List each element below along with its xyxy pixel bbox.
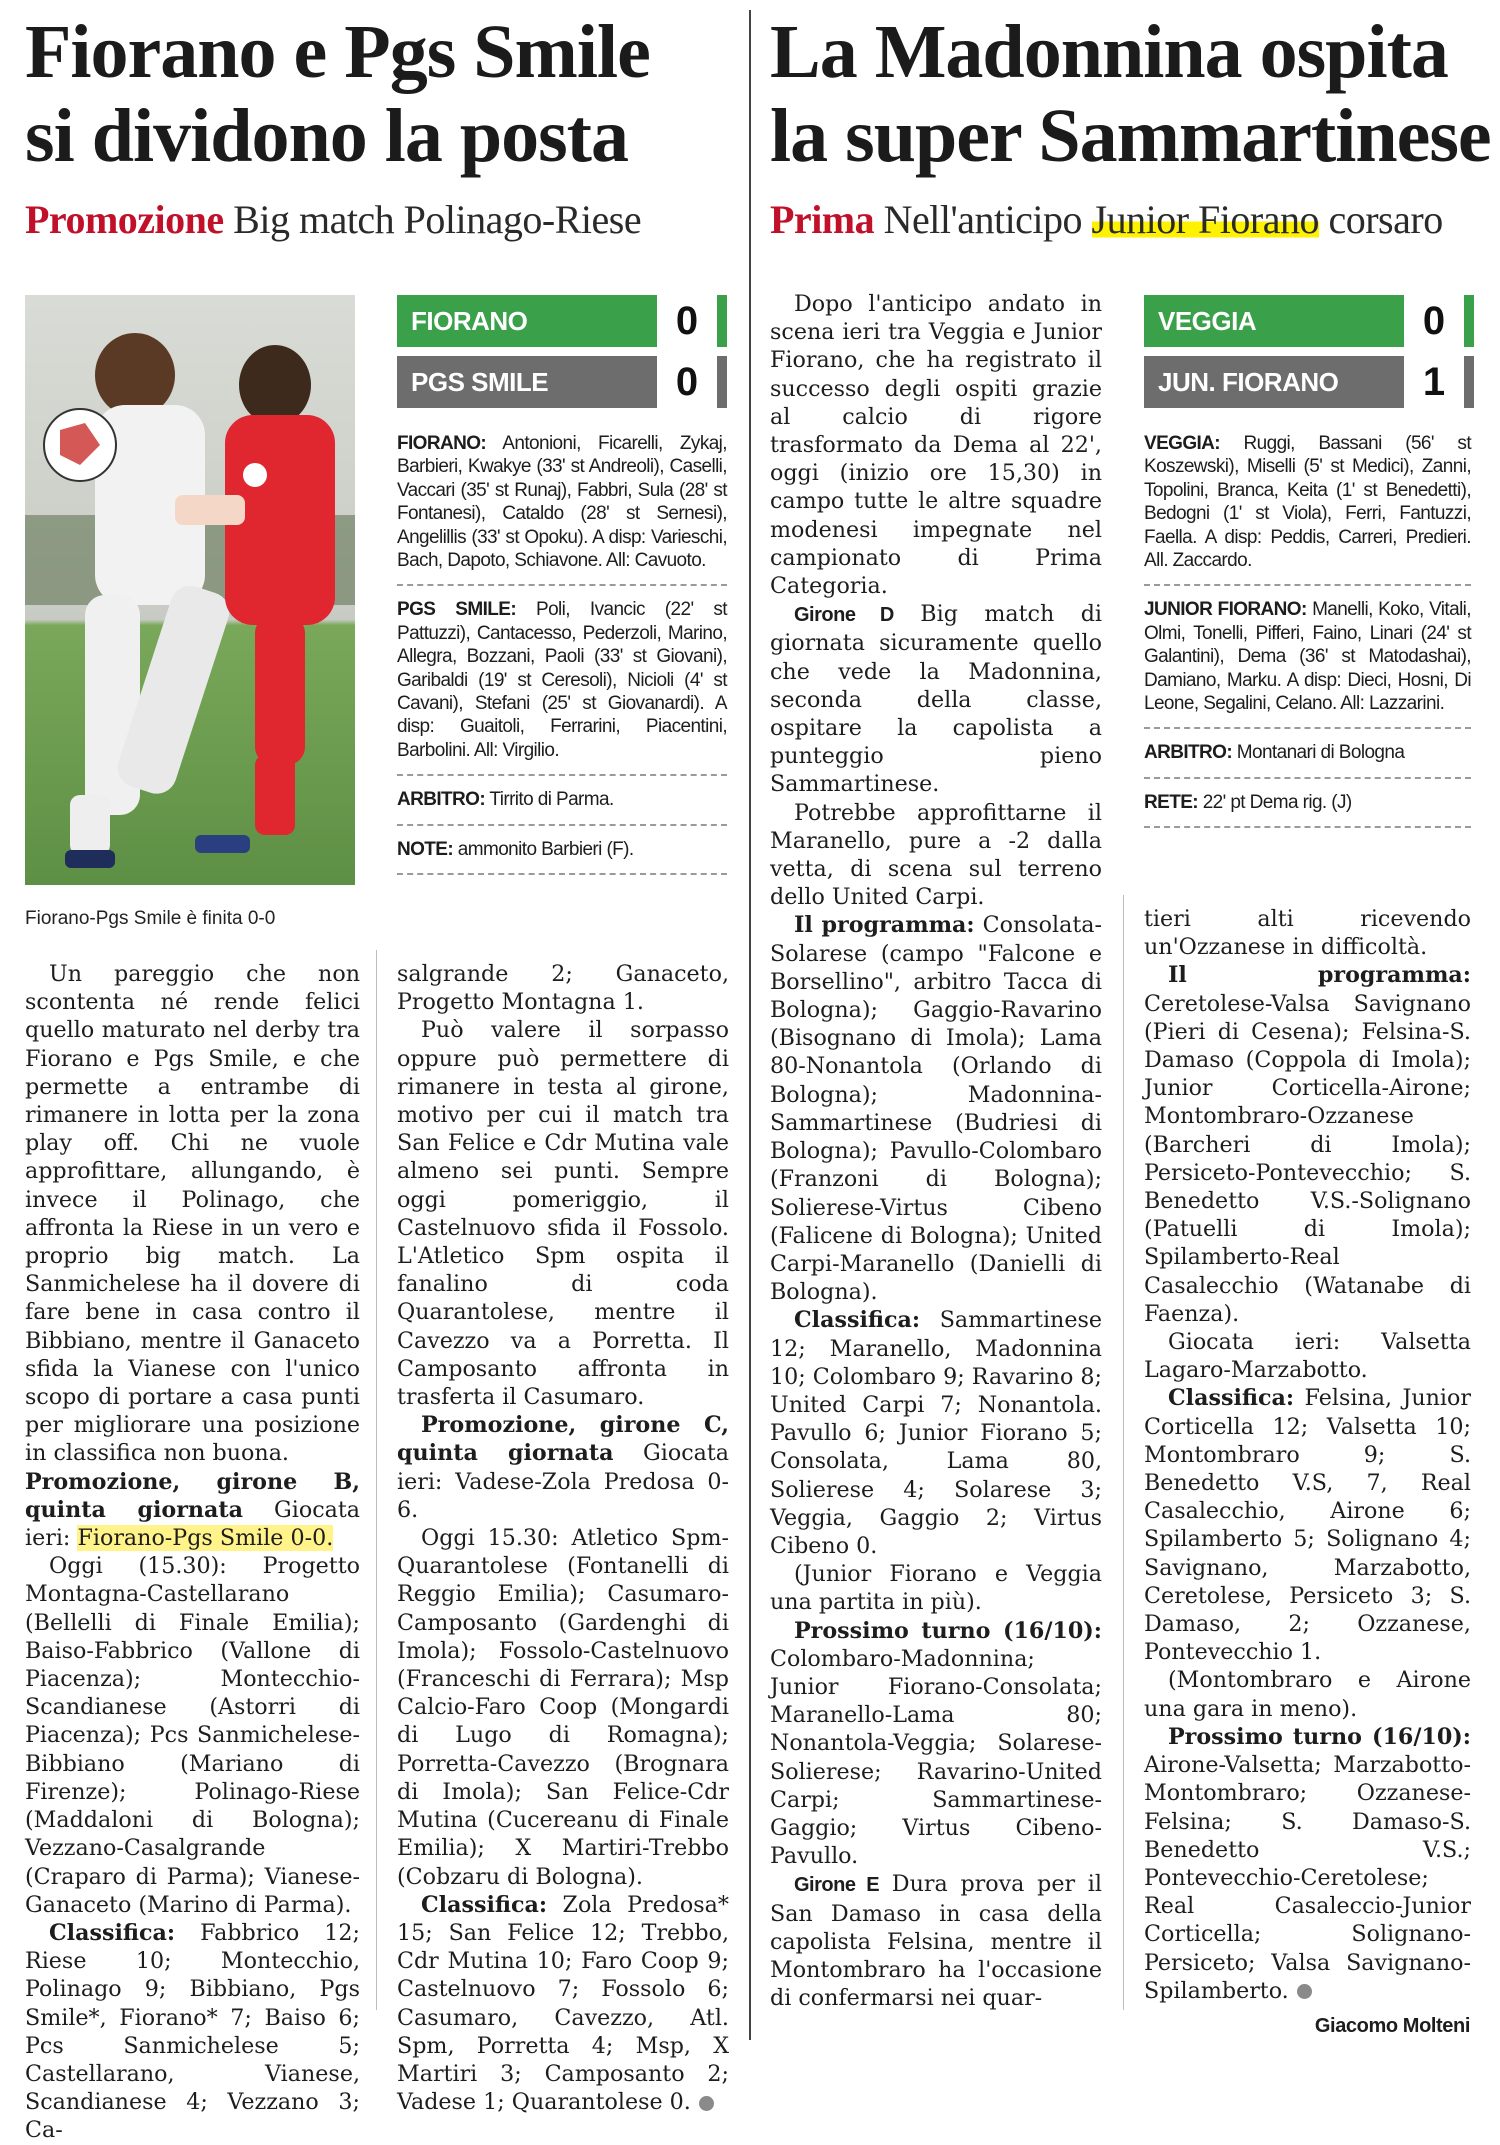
col3-paragraph-3: Potrebbe approfittarne il Maranello, pure a -2 dalla vetta, di scena sul terreno dello United Carpi.: [770, 799, 1102, 911]
scoreboard-score-away: 0: [657, 356, 717, 408]
scoreboard-row-veggia: [1144, 295, 1474, 347]
right-headline-line2: la super Sammartinese: [770, 94, 1491, 178]
right-column-divider: [1123, 895, 1124, 2010]
scoreboard-row-away: [397, 356, 727, 408]
match-notes: NOTE: ammonito Barbieri (F).: [397, 838, 634, 860]
lineup-veggia: VEGGIA: Ruggi, Bassani (56' st Koszewski), Miselli (5' st Medici), Zanni, Topolini, Branca, Keita (1' st Benedetti), Bedogni (1' st Viola), Ferri, Fantuzzi, Faella. A disp: Peddis, Carreri, Predieri. All. Zaccardo.: [1144, 433, 1471, 572]
col1-paragraph-3: Oggi (15.30): Progetto Montagna-Castellarano (Bellelli di Finale Emilia); Baiso-Fabbrico (Vallone di Piacenza); Montecchio-Scandianese (Astorri di Piacenza); Pcs Sanmichelese-Bibbiano (Mariano di Firenze); Polinago-Riese (Maddaloni di Bologna); Vezzano-Casalgrande (Craparo di Parma); Vianese-Ganaceto (Marino di Parma).: [25, 1553, 360, 1918]
scoreboard-score-junior: 1: [1404, 356, 1464, 408]
scoreboard-row-junior: [1144, 356, 1474, 408]
lineup-pgs-smile: PGS SMILE: Poli, Ivancic (22' st Pattuzzi), Cantacesso, Pederzoli, Marino, Allegra, Bozzani, Paoli (33' st Giovani), Garibaldi (19' st Ceresoli), Nicioli (4' st Cavani), Stefani (25' st Giovanardi). A disp: Guaitoli, Ferrarini, Piacentini, Barbolini. All: Virgilio.: [397, 599, 727, 761]
right-section-label: Prima: [770, 197, 875, 242]
author-byline: Giacomo Molteni: [1314, 2015, 1470, 2037]
col4-paragraph-3: Giocata ieri: Valsetta Lagaro-Marzabotto.: [1144, 1329, 1471, 1384]
col2-paragraph-5: Classifica: Zola Predosa* 15; San Felice 12; Trebbo, Cdr Mutina 10; Faro Coop 9; Castelnuovo 7; Fossolo 6; Casumaro, Cavezzo, Atl. Spm, Porretta 4; Msp, X Martiri 3; Camposanto 2; Vadese 1; Quarantolese 0.: [397, 1891, 729, 2116]
col4-paragraph-5: (Montombraro e Airone una gara in meno).: [1144, 1667, 1471, 1722]
left-headline-line1: Fiorano e Pgs Smile: [25, 10, 650, 94]
goal-scorer: RETE: 22' pt Dema rig. (J): [1144, 791, 1352, 813]
scoreboard-score-veggia: 0: [1404, 295, 1464, 347]
scoreboard-team-veggia: VEGGIA: [1144, 295, 1404, 347]
left-headline-line2: si dividono la posta: [25, 94, 628, 178]
right-body-col3: [770, 290, 1102, 2012]
col1-paragraph-1: Un pareggio che non scontenta né rende felici quello maturato nel derby tra Fiorano e Pgs Smile, e che permette a entrambe di rimanere in lotta per la zona play off. Chi ne vuole approfittare, allungando, è invece il Polinago, che affronta la Riese in un vero e proprio big match. La Sanmichelese ha il dovere di fare bene in casa contro il Bibbiano, mentre il Ganaceto sfida la Vianese con l'unico scopo di portare a casa punti per migliorare una posizione in classifica non buona.: [25, 961, 360, 1467]
right-headline-line1: La Madonnina ospita: [770, 10, 1448, 94]
match-photo-illustration: [25, 295, 355, 885]
lineup-junior-fiorano: JUNIOR FIORANO: Manelli, Koko, Vitali, Olmi, Tonelli, Pifferi, Faino, Linari (24' st Galantini), Dema (36' st Matodashai), Damiano, Marku. A disp: Dieci, Hosni, Di Leone, Segalini, Celano. All: Lazzarini.: [1144, 599, 1471, 715]
scoreboard-row-home: [397, 295, 727, 347]
photo-caption: Fiorano-Pgs Smile è finita 0-0: [25, 908, 276, 929]
col4-paragraph-4: Classifica: Felsina, Junior Corticella 12; Valsetta 10; Montombraro 9; S. Benedetto V.S, 7, Real Casalecchio, Airone 6; Spilamberto 5; Solignano 4; Savignano, Marzabotto, Ceretolese, Persiceto 3; S. Damaso, 2; Ozzanese, Pontevecchio 1.: [1144, 1385, 1471, 1666]
scoreboard-team-junior: JUN. FIORANO: [1144, 356, 1404, 408]
right-kicker-post: corsaro: [1318, 197, 1443, 242]
scoreboard-team-home: FIORANO: [397, 295, 657, 347]
left-headline: [25, 10, 650, 178]
referee-left: ARBITRO: Tirrito di Parma.: [397, 789, 614, 811]
col4-paragraph-1: tieri alti ricevendo un'Ozzanese in difficoltà.: [1144, 906, 1471, 961]
center-divider: [749, 10, 751, 2040]
col3-paragraph-4: Il programma: Consolata-Solarese (campo "Falcone e Borsellino", arbitro Tacca di Bologna); Gaggio-Ravarino (Bisognano di Imola); Lama 80-Nonantola (Orlando di Bologna); Madonnina-Sammartinese (Budriesi di Bologna); Pavullo-Colombaro (Franzoni di Bologna); Solierese-Virtus Cibeno (Falicene di Bologna); United Carpi-Maranello (Danielli di Bologna).: [770, 912, 1102, 1306]
left-section-label: Promozione: [25, 197, 224, 242]
right-body-col4: [1144, 905, 1471, 2005]
col3-paragraph-2: Girone D Big match di giornata sicuramente quello che vede la Madonnina, seconda della classe, ospitare la capolista a punteggio pieno Sammartinese.: [770, 601, 1103, 798]
col3-paragraph-1: Dopo l'anticipo andato in scena ieri tra Veggia e Junior Fiorano, che ha registrato il successo degli ospiti grazie al calcio di rigore trasformato da Dema al 22', oggi (inizio ore 15,30) in campo tutte le altre squadre modenesi impegnate nel campionato di Prima Categoria.: [770, 291, 1102, 600]
left-kicker-text: Big match Polinago-Riese: [223, 197, 642, 242]
left-lineups: [397, 432, 727, 887]
col3-paragraph-7: Prossimo turno (16/10): Colombaro-Madonnina; Junior Fiorano-Consolata; Maranello-Lama 80; Nonantola-Veggia; Solarese-Solierese; Ravarino-United Carpi; Sammartinese-Gaggio; Virtus Cibeno-Pavullo.: [770, 1617, 1102, 1870]
referee-right: ARBITRO: Montanari di Bologna: [1144, 742, 1405, 764]
col2-paragraph-3: Promozione, girone C, quinta giornata Giocata ieri: Vadese-Zola Predosa 0-6.: [397, 1412, 729, 1523]
col2-paragraph-2: Può valere il sorpasso oppure può permettere di rimanere in testa al girone, motivo per cui il match tra San Felice e Cdr Mutina vale almeno sei punti. Sempre oggi pomeriggio, il Castelnuovo sfida il Fossolo. L'Atletico Spm ospita il fanalino di coda Quarantolese, mentre il Cavezzo va a Porretta. Il Camposanto affronta in trasferta il Casumaro.: [397, 1017, 729, 1411]
right-kicker-highlight: Junior Fiorano: [1091, 197, 1319, 242]
result-highlight: Fiorano-Pgs Smile 0-0.: [77, 1525, 334, 1552]
scoreboard-team-away: PGS SMILE: [397, 356, 657, 408]
col3-paragraph-5: Classifica: Sammartinese 12; Maranello, Madonnina 10; Colombaro 9; Ravarino 8; United Carpi 7; Nonantola. Pavullo 6; Junior Fiorano 5; Consolata, Lama 80, Solierese 4; Solarese 3; Veggia, Gaggio 2; Virtus Cibeno 0.: [770, 1307, 1102, 1559]
left-kicker: [25, 196, 641, 243]
match-photo: [25, 295, 355, 885]
col2-paragraph-4: Oggi 15.30: Atletico Spm-Quarantolese (Fontanelli di Reggio Emilia); Casumaro-Camposanto (Gardenghi di Imola); Fossolo-Castelnuovo (Franceschi di Ferrara); Msp Calcio-Faro Coop (Mongardi di Lugo di Romagna); Porretta-Cavezzo (Brognara di Imola); San Felice-Cdr Mutina (Cucereanu di Finale Emilia); X Martiri-Trebbo (Cobzaru di Bologna).: [397, 1525, 729, 1890]
col1-paragraph-4: Classifica: Fabbrico 12; Riese 10; Montecchio, Polinago 9; Bibbiano, Pgs Smile*, Fiorano* 7; Baiso 6; Pcs Sanmichelese 5; Castellarano, Vianese, Scandianese 4; Vezzano 3; Ca-: [25, 1919, 360, 2144]
col4-paragraph-6: Prossimo turno (16/10): Airone-Valsetta; Marzabotto-Montombraro; Ozzanese-Felsina; S. Damaso-S. Benedetto V.S.; Pontevecchio-Ceretolese; Real Casaleccio-Junior Corticella; Solignano-Persiceto; Valsa Savignano-Spilamberto.: [1144, 1723, 1471, 2004]
col2-paragraph-1: salgrande 2; Ganaceto, Progetto Montagna 1.: [397, 961, 729, 1016]
col3-paragraph-8: Girone E Dura prova per il San Damaso in casa della capolista Felsina, mentre il Montombraro ha l'occasione di confermarsi nei quar-: [770, 1871, 1102, 2012]
end-of-article-dot-right: [1297, 1984, 1312, 1999]
col4-paragraph-2: Il programma: Ceretolese-Valsa Savignano (Pieri di Cesena); Felsina-S. Damaso (Coppola di Imola); Junior Corticella-Airone; Montombraro-Ozzanese (Barcheri di Imola); Persiceto-Pontevecchio; S. Benedetto V.S.-Solignano (Patuelli di Imola); Spilamberto-Real Casalecchio (Watanabe di Faenza).: [1144, 962, 1471, 1327]
scoreboard-score-home: 0: [657, 295, 717, 347]
left-body-col2: [397, 960, 729, 2116]
left-column-divider: [376, 950, 377, 2010]
right-lineups: [1144, 432, 1471, 840]
right-kicker-pre: Nell'anticipo: [874, 197, 1092, 242]
col1-paragraph-2: Promozione, girone B, quinta giornata Giocata ieri: Fiorano-Pgs Smile 0-0.: [25, 1468, 360, 1552]
lineup-fiorano: FIORANO: Antonioni, Ficarelli, Zykaj, Barbieri, Kwakye (33' st Andreoli), Caselli, Vaccari (35' st Runaj), Fabbri, Sula (28' st Fontanesi), Cataldo (28' st Sernesi), Angelillis (33' st Opoku). A disp: Varieschi, Bach, Dapoto, Schiavone. All: Cavuoto.: [397, 433, 727, 572]
col3-paragraph-6: (Junior Fiorano e Veggia una partita in più).: [770, 1561, 1102, 1616]
end-of-article-dot: [699, 2096, 714, 2111]
left-body-col1: [25, 960, 360, 2145]
right-headline: [770, 10, 1491, 178]
right-kicker: [770, 196, 1443, 243]
